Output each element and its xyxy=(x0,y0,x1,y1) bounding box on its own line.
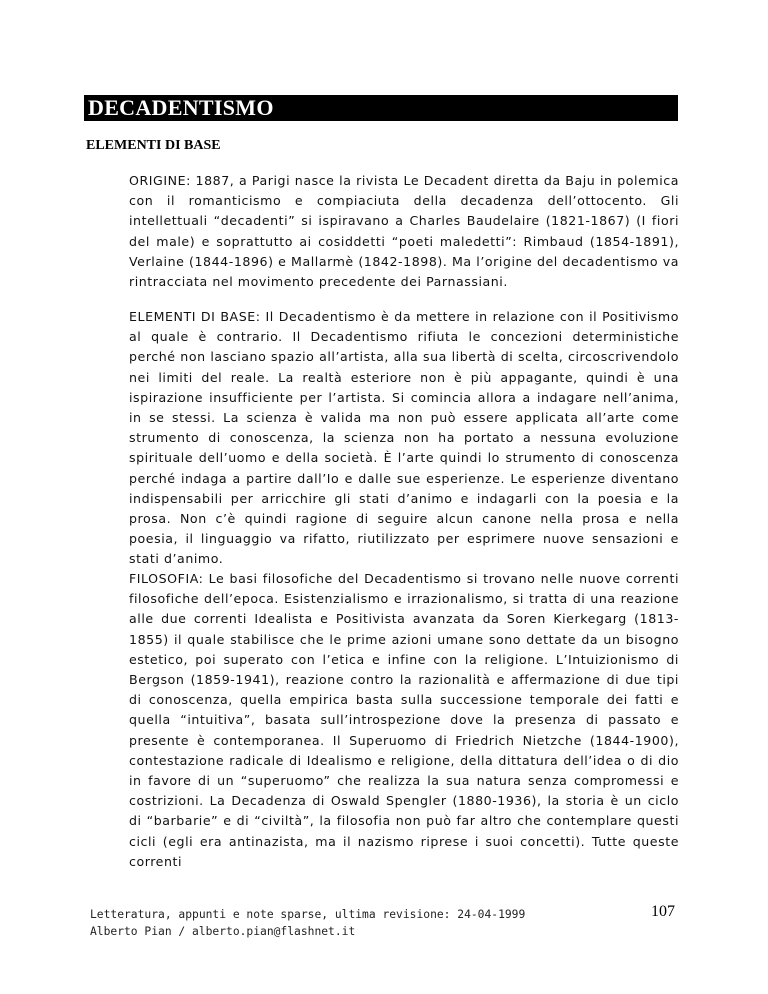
footer-revision-line: Letteratura, appunti e note sparse, ultima revisione: 24-04-1999 xyxy=(90,908,526,921)
paragraph-filosofia: FILOSOFIA: Le basi filosofiche del Decadentismo si trovano nelle nuove correnti filosofiche dell’epoca. Esistenzialismo e irrazionalismo, si tratta di una reazione alle due correnti Idealista e Positivista avanzata da Soren Kierkegarg (1813-1855) il quale stabilisce che le prime azioni umane sono dettate da un bisogno estetico, poi superato con l’etica e infine con la religione. L’Intuizionismo di Bergson (1859-1941), reazione contro la razionalità e affermazione di due tipi di conoscenza, quella empirica basta sulla successione temporale dei fatti e quella “intuitiva”, basata sull’introspezione dove la presenza di passato e presente è contemporanea. Il Superuomo di Friedrich Nietzche (1844-1900), contestazione radicale di Idealismo e religione, della dittatura dell’idea o di dio in favore di un “superuomo” che realizza la sua natura senza compromessi e costrizioni. La Decadenza di Oswald Spengler (1880-1936), la storia è un ciclo di “barbarie” e di “civiltà”, la filosofia non può far altro che contemplare questi cicli (egli era antinazista, ma il nazismo riprese i suoi concetti). Tutte queste correnti xyxy=(129,571,679,869)
page-title: DECADENTISMO xyxy=(84,95,678,121)
paragraph-origine: ORIGINE: 1887, a Parigi nasce la rivista Le Decadent diretta da Baju in polemica con il romanticismo e compiaciuta della decadenza dell’ottocento. Gli intellettuali “decadenti” si ispiravano a Charles Baudelaire (1821-1867) (I fiori del male) e soprattutto ai cosiddetti “poeti maledetti”: Rimbaud (1854-1891), Verlaine (1844-1896) e Mallarmè (1842-1898). Ma l’origine del decadentismo va rintracciata nel movimento precedente dei Parnassiani. xyxy=(129,173,679,290)
paragraph-elementi-di-base: ELEMENTI DI BASE: Il Decadentismo è da mettere in relazione con il Positivismo al quale è contrario. Il Decadentismo rifiuta le concezioni deterministiche perché non lasciano spazio all’artista, alla sua libertà di scelta, circoscrivendolo nei limiti del reale. La realtà esteriore non è più appagante, quindi è una ispirazione insufficiente per l’artista. Si comincia allora a indagare nell’anima, in se stessi. La scienza è valida ma non può essere applicata all’arte come strumento di conoscenza, la scienza non ha portato a nessuna evoluzione spirituale dell’uomo e della società. È l’arte quindi lo strumento di conoscenza perché indaga a partire dall’Io e dalle sue esperienze. Le esperienze diventano indispensabili per arricchire gli stati d’animo e indagarli con la poesia e la prosa. Non c’è quindi ragione di seguire alcun canone nella prosa e nella poesia, il linguaggio va rifatto, riutilizzato per esprimere nuove sensazioni e stati d’animo. xyxy=(129,309,679,567)
footer-author-line: Alberto Pian / alberto.pian@flashnet.it xyxy=(90,925,356,938)
section-heading: ELEMENTI DI BASE xyxy=(86,138,221,153)
page-number: 107 xyxy=(651,903,675,920)
